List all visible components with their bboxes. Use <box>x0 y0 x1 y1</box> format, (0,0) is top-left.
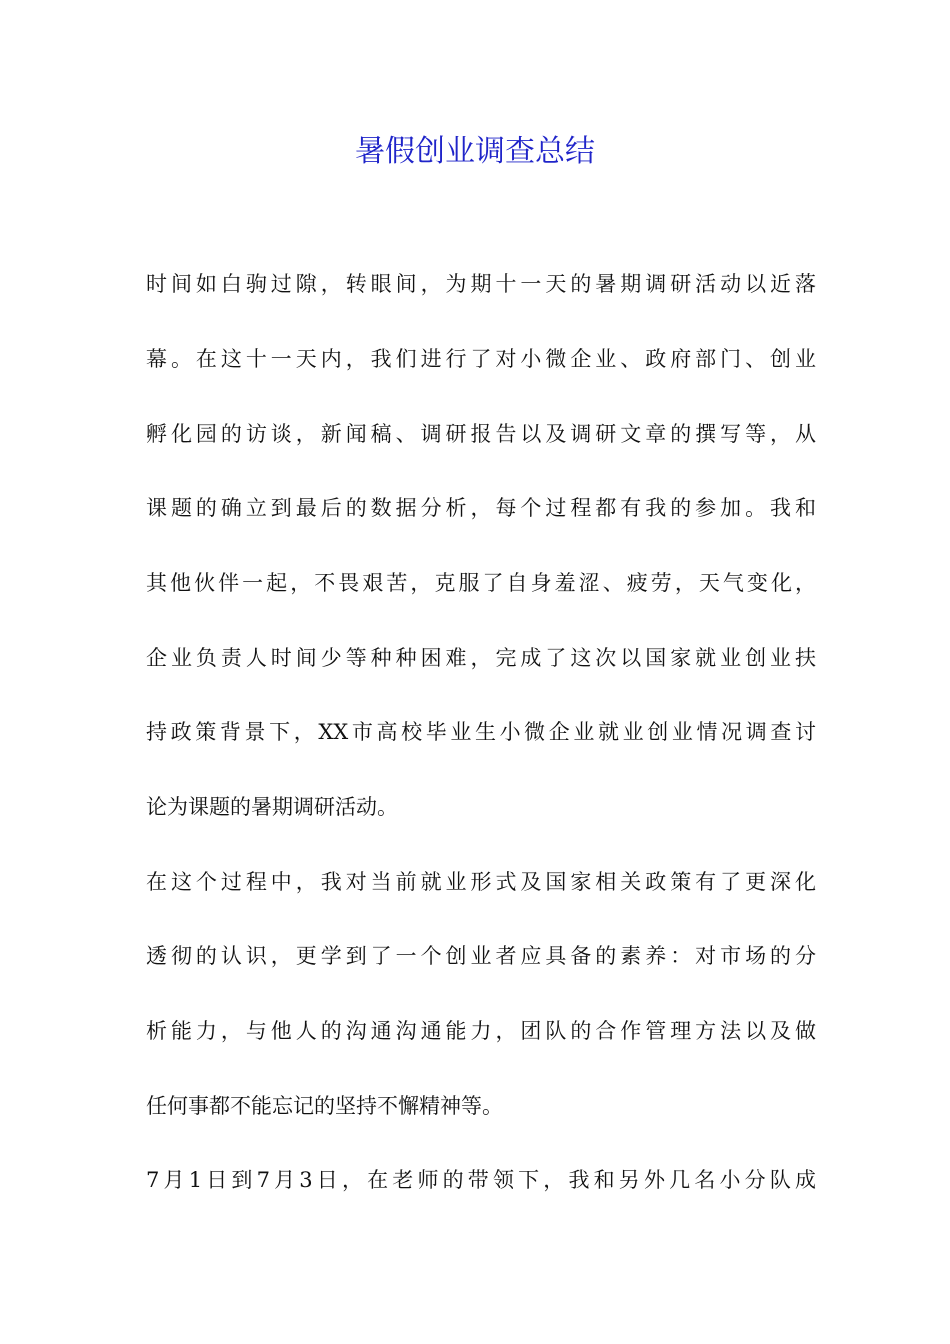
paragraph-line: 企业负责人时间少等种种困难，完成了这次以国家就业创业扶 <box>146 646 816 670</box>
paragraph-line: 7月1日到7月3日，在老师的带领下，我和另外几名小分队成 <box>146 1168 816 1192</box>
paragraph-line: 幕。在这十一天内，我们进行了对小微企业、政府部门、创业 <box>146 347 816 371</box>
paragraph-line: 孵化园的访谈，新闻稿、调研报告以及调研文章的撰写等，从 <box>146 422 816 446</box>
paragraph-line: 课题的确立到最后的数据分析，每个过程都有我的参加。我和 <box>146 496 816 520</box>
paragraph-line: 论为课题的暑期调研活动。 <box>146 795 398 819</box>
document-title: 暑假创业调查总结 <box>355 134 595 169</box>
paragraph-line: 其他伙伴一起，不畏艰苦，克服了自身羞涩、疲劳，天气变化， <box>146 571 816 595</box>
paragraph-line: 析能力，与他人的沟通沟通能力，团队的合作管理方法以及做 <box>146 1019 816 1043</box>
paragraph-line: 时间如白驹过隙，转眼间，为期十一天的暑期调研活动以近落 <box>146 272 816 296</box>
paragraph-line: 在这个过程中，我对当前就业形式及国家相关政策有了更深化 <box>146 870 816 894</box>
paragraph-line: 持政策背景下，XX市高校毕业生小微企业就业创业情况调查讨 <box>146 720 816 744</box>
paragraph-line: 透彻的认识，更学到了一个创业者应具备的素养：对市场的分 <box>146 944 816 968</box>
paragraph-line: 任何事都不能忘记的坚持不懈精神等。 <box>146 1094 503 1118</box>
